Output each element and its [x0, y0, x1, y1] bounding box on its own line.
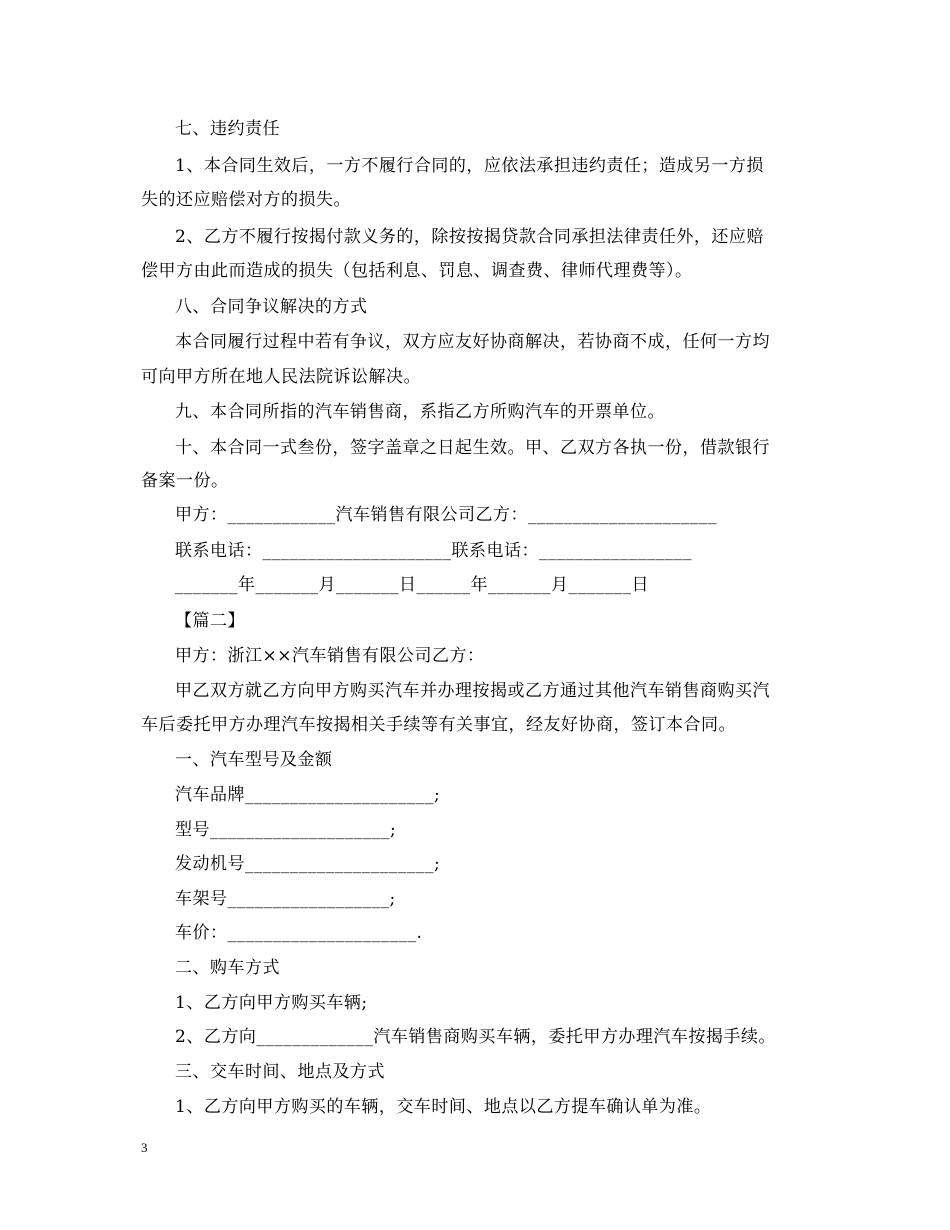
form-field-line: 车架号__________________;: [175, 889, 396, 909]
paragraph-line: 本合同履行过程中若有争议，双方应友好协商解决，若协商不成，任何一方均: [175, 332, 770, 352]
paragraph-line: 1、乙方向甲方购买车辆;: [175, 993, 368, 1013]
paragraph-line: 1、本合同生效后，一方不履行合同的，应依法承担违约责任；造成另一方损: [175, 156, 764, 176]
form-field-line: 车价：_____________________.: [175, 923, 423, 943]
party-line: 甲方：浙江××汽车销售有限公司乙方：: [175, 646, 485, 666]
section-heading: 八、合同争议解决的方式: [175, 297, 368, 317]
paragraph-line: 车后委托甲方办理汽车按揭相关手续等有关事宜，经友好协商，签订本合同。: [141, 715, 736, 735]
contact-line: 联系电话：_____________________联系电话：_________________: [175, 541, 692, 561]
section-heading: 三、交车时间、地点及方式: [175, 1062, 385, 1082]
form-field-line: 型号____________________;: [175, 820, 397, 840]
signature-line: 甲方：____________汽车销售有限公司乙方：_____________________: [175, 505, 717, 525]
form-field-line: 汽车品牌_____________________;: [175, 785, 441, 805]
section-heading: 一、汽车型号及金额: [175, 750, 333, 770]
paragraph-line: 备案一份。: [141, 471, 229, 491]
form-field-line: 发动机号_____________________;: [175, 854, 441, 874]
section-heading: 七、违约责任: [175, 119, 280, 139]
paragraph-line: 2、乙方向_____________汽车销售商购买车辆，委托甲方办理汽车按揭手续。: [175, 1027, 776, 1047]
paragraph-line: 十、本合同一式叁份，签字盖章之日起生效。甲、乙双方各执一份，借款银行: [175, 438, 770, 458]
date-line: _______年_______月_______日______年_______月_______日: [175, 575, 649, 595]
page-number: 3: [141, 1140, 148, 1155]
paragraph-line: 1、乙方向甲方购买的车辆，交车时间、地点以乙方提车确认单为准。: [175, 1097, 712, 1117]
paragraph-line: 偿甲方由此而造成的损失（包括利息、罚息、调查费、律师代理费等）。: [141, 261, 693, 281]
section-heading: 二、购车方式: [175, 958, 280, 978]
paragraph-line: 甲乙双方就乙方向甲方购买汽车并办理按揭或乙方通过其他汽车销售商购买汽: [175, 681, 770, 701]
paragraph-line: 失的还应赔偿对方的损失。: [141, 190, 351, 210]
section-heading: 九、本合同所指的汽车销售商，系指乙方所购汽车的开票单位。: [175, 402, 665, 422]
section-title: 【篇二】: [175, 611, 245, 631]
paragraph-line: 2、乙方不履行按揭付款义务的，除按按揭贷款合同承担法律责任外，还应赔: [175, 227, 764, 247]
paragraph-line: 可向甲方所在地人民法院诉讼解决。: [141, 367, 421, 387]
